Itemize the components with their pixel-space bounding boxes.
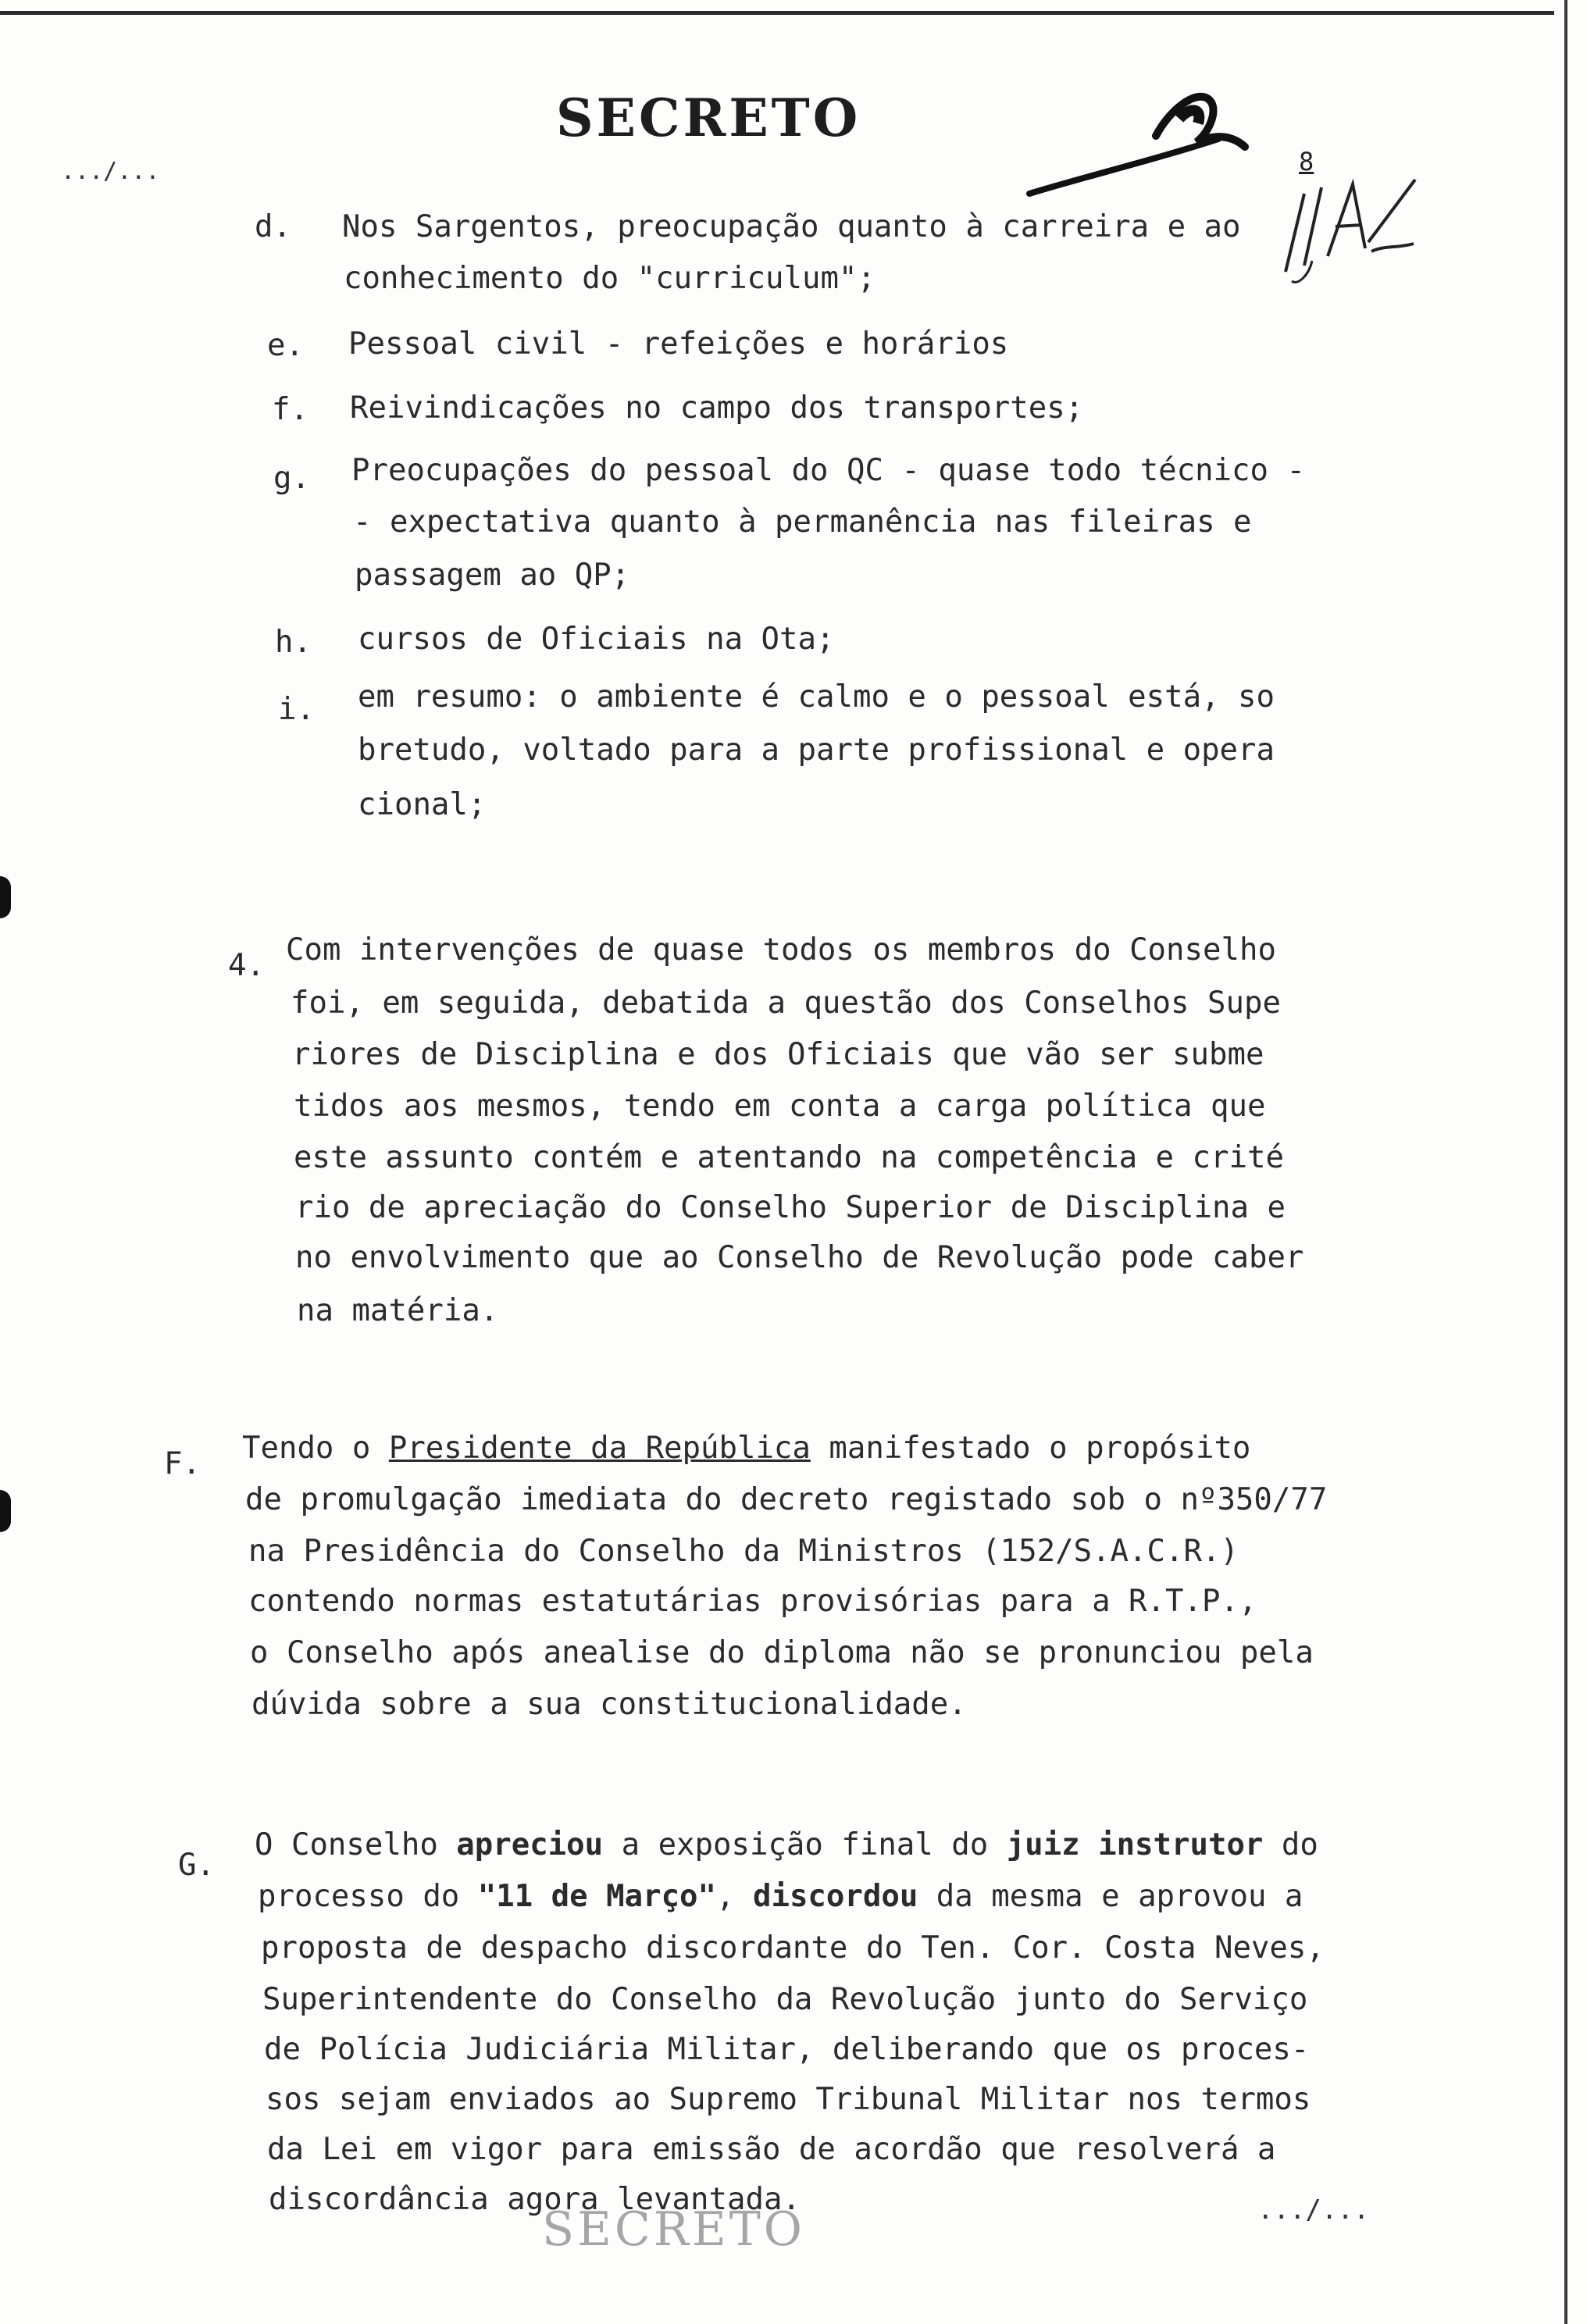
para-4-line-1: Com intervenções de quase todos os membros do Conselho [286, 932, 1276, 968]
para-4-line-8: na matéria. [297, 1293, 499, 1328]
para-4-line-7: no envolvimento que ao Conselho de Revolução pode caber [295, 1240, 1304, 1275]
para-4-line-4: tidos aos mesmos, tendo em conta a carga política que [294, 1089, 1266, 1124]
para-g-line-2-e: da mesma e aprovou a [918, 1879, 1303, 1914]
para-f-line-6: dúvida sobre a sua constitucionalidade. [251, 1687, 967, 1722]
secret-stamp-bottom: SECRETO [542, 2202, 805, 2257]
para-f-label: F. [164, 1446, 201, 1481]
item-h-line-1: cursos de Oficiais na Ota; [358, 622, 835, 657]
page-number: 8 [1299, 147, 1314, 176]
item-d-line-2: conhecimento do "curriculum"; [344, 261, 876, 296]
para-f-line-5: o Conselho após anealise do diploma não se pronunciou pela [250, 1635, 1314, 1670]
item-g-line-3: passagem ao QP; [355, 558, 630, 593]
item-label-i: i. [278, 692, 315, 727]
item-label-g: g. [273, 461, 310, 496]
secret-stamp-top: SECRETO [556, 87, 861, 148]
presidente-da-republica: Presidente da República [388, 1431, 811, 1466]
item-i-line-3: cional; [358, 787, 487, 822]
word-apreciou: apreciou [456, 1827, 604, 1862]
para-g-line-6: sos sejam enviados ao Supremo Tribunal Militar nos termos [266, 2082, 1311, 2117]
para-g-line-8: discordância agora levantada. [269, 2182, 801, 2217]
para-g-line-2 [258, 1879, 1303, 1914]
para-g-line-4: Superintendente do Conselho da Revolução junto do Serviço [262, 1982, 1308, 2017]
item-label-d: d. [255, 209, 291, 244]
handwritten-initials [1281, 170, 1421, 287]
item-label-h: h. [275, 625, 312, 660]
punch-hole-upper [0, 876, 11, 918]
item-label-f: f. [272, 392, 308, 427]
para-g-label: G. [178, 1848, 215, 1883]
continued-marker-top: .../... [61, 158, 160, 185]
para-g-line-1-a: O Conselho [255, 1827, 457, 1862]
item-g-line-1: Preocupações do pessoal do QC - quase todo técnico - [351, 453, 1305, 488]
para-f-line-3: na Presidência do Conselho da Ministros (152/S.A.C.R.) [248, 1534, 1239, 1569]
para-g-line-2-a: processo do [258, 1879, 478, 1914]
item-d-line-1: Nos Sargentos, preocupação quanto à carreira e ao [342, 209, 1241, 244]
para-4-line-6: rio de apreciação do Conselho Superior de Disciplina e [295, 1190, 1286, 1225]
item-g-line-2: - expectativa quanto à permanência nas fileiras e [353, 504, 1252, 540]
para-f-line-2: de promulgação imediata do decreto registado sob o nº350/77 [245, 1482, 1328, 1517]
para-f-line-1 [242, 1431, 1250, 1466]
para-4-label: 4. [228, 948, 265, 983]
para-g-line-1-e: do [1263, 1827, 1318, 1862]
para-f-line-4: contendo normas estatutárias provisórias para a R.T.P., [248, 1584, 1257, 1619]
para-4-line-3: riores de Disciplina e dos Oficiais que vão ser subme [292, 1037, 1264, 1072]
item-i-line-2: bretudo, voltado para a parte profissional e opera [358, 732, 1275, 768]
item-f-line-1: Reivindicações no campo dos transportes; [350, 390, 1084, 426]
para-g-line-2-c: , [716, 1879, 753, 1914]
para-f-line-1-start: Tendo o [242, 1431, 389, 1466]
continued-marker-bottom: .../... [1257, 2194, 1370, 2226]
item-label-e: e. [267, 328, 304, 363]
para-4-line-2: foi, em seguida, debatida a questão dos Conselhos Supe [291, 986, 1281, 1021]
para-f-line-1-end: manifestado o propósito [810, 1431, 1251, 1466]
word-11-de-marco: "11 de Março" [477, 1879, 717, 1914]
para-g-line-3: proposta de despacho discordante do Ten. Cor. Costa Neves, [261, 1930, 1325, 1966]
scan-top-edge [0, 11, 1554, 15]
word-juiz-instrutor: juiz instrutor [1006, 1827, 1264, 1862]
item-i-line-1: em resumo: o ambiente é calmo e o pessoal está, so [358, 679, 1275, 715]
para-g-line-5: de Polícia Judiciária Militar, deliberando que os proces- [264, 2032, 1310, 2067]
scan-right-edge [1564, 0, 1567, 2324]
word-discordou: discordou [752, 1879, 918, 1914]
item-e-line-1: Pessoal civil - refeições e horários [348, 326, 1009, 362]
para-g-line-7: da Lei em vigor para emissão de acordão que resolverá a [267, 2132, 1276, 2167]
para-g-line-1-c: a exposição final do [603, 1827, 1007, 1862]
para-g-line-1 [255, 1827, 1318, 1862]
punch-hole-lower [0, 1490, 11, 1532]
handwritten-signature [1023, 75, 1265, 208]
para-4-line-5: este assunto contém e atentando na competência e crité [294, 1140, 1284, 1175]
